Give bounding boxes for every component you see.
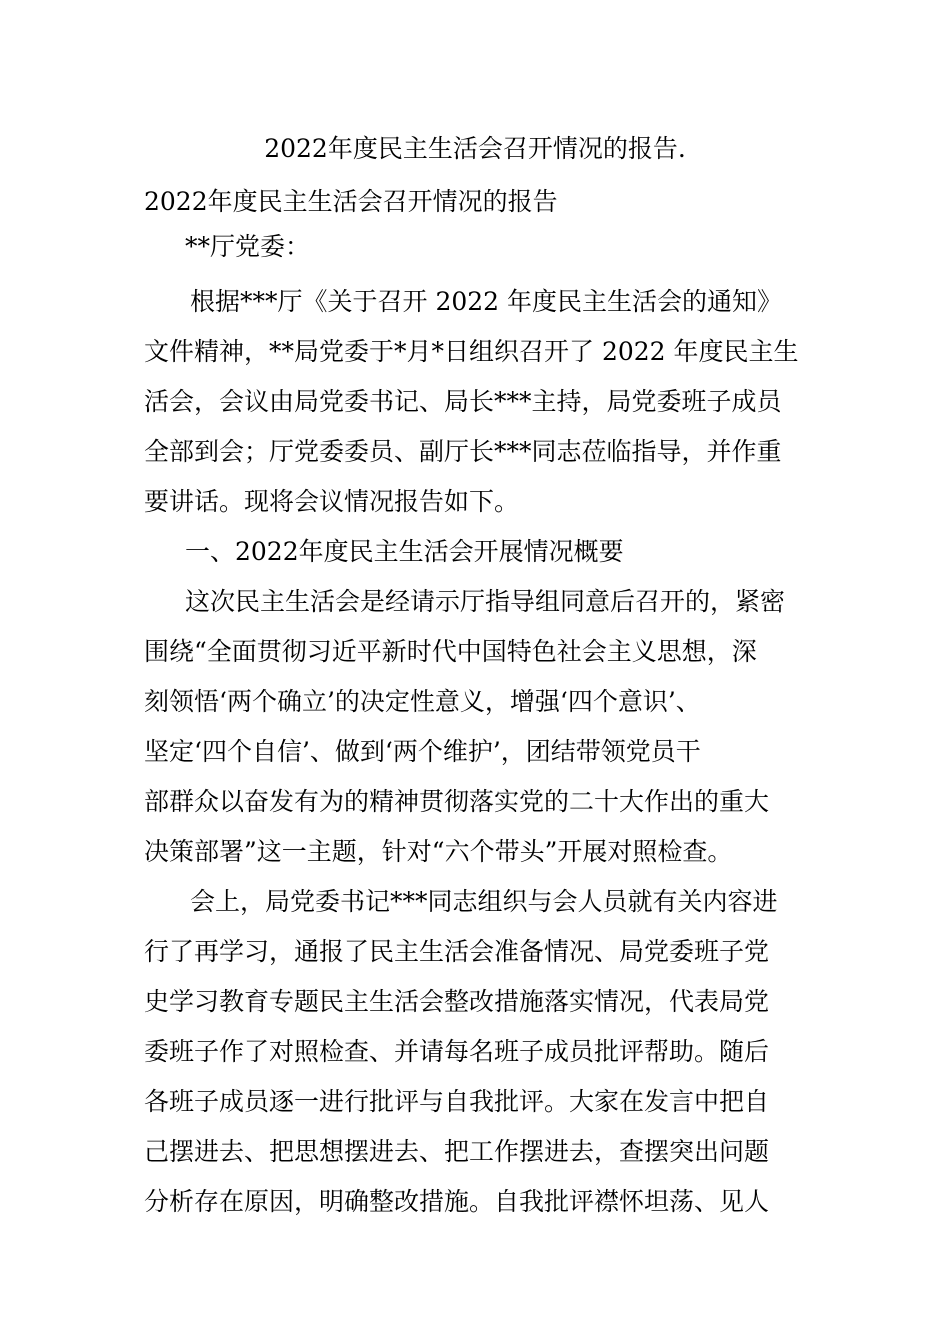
paragraph3-line: 会上，局党委书记***同志组织与会人员就有关内容进 <box>190 887 778 916</box>
paragraph2-line: 这次民主生活会是经请示厅指导组同意后召开的，紧密 <box>185 587 786 616</box>
paragraph1-line: 活会，会议由局党委书记、局长***主持，局党委班子成员 <box>144 387 782 416</box>
paragraph1-line: 全部到会；厅党委委员、副厅长***同志莅临指导，并作重 <box>144 437 782 466</box>
paragraph1-line: 要讲话。现将会议情况报告如下。 <box>144 487 520 516</box>
document-title: 2022年度民主生活会召开情况的报告. <box>264 134 686 163</box>
paragraph3-line: 分析存在原因，明确整改措施。自我批评襟怀坦荡、见人 <box>144 1187 770 1216</box>
paragraph1-line: 根据***厅《关于召开 2022 年度民主生活会的通知》 <box>190 287 783 316</box>
paragraph2-line: 刻领悟‘两个确立’的决定性意义，增强‘四个意识’、 <box>144 687 701 716</box>
paragraph1-line: 文件精神，**局党委于*月*日组织召开了 2022 年度民主生 <box>144 337 799 366</box>
salutation: **厅党委： <box>185 232 311 261</box>
paragraph2-line: 围绕“全面贯彻习近平新时代中国特色社会主义思想，深 <box>144 637 757 666</box>
paragraph3-line: 委班子作了对照检查、并请每名班子成员批评帮助。随后 <box>144 1037 770 1066</box>
section-heading: 一、2022年度民主生活会开展情况概要 <box>185 537 624 566</box>
document-subtitle: 2022年度民主生活会召开情况的报告 <box>144 187 558 216</box>
paragraph3-line: 行了再学习，通报了民主生活会准备情况、局党委班子党 <box>144 937 770 966</box>
paragraph3-line: 史学习教育专题民主生活会整改措施落实情况，代表局党 <box>144 987 770 1016</box>
paragraph2-line: 部群众以奋发有为的精神贯彻落实党的二十大作出的重大 <box>144 787 770 816</box>
paragraph3-line: 各班子成员逐一进行批评与自我批评。大家在发言中把自 <box>144 1087 770 1116</box>
paragraph3-line: 己摆进去、把思想摆进去、把工作摆进去，查摆突出问题 <box>144 1137 770 1166</box>
paragraph2-line: 决策部署”这一主题，针对“六个带头”开展对照检查。 <box>144 837 733 866</box>
paragraph2-line: 坚定‘四个自信’、做到‘两个维护’，团结带领党员干 <box>144 737 701 766</box>
